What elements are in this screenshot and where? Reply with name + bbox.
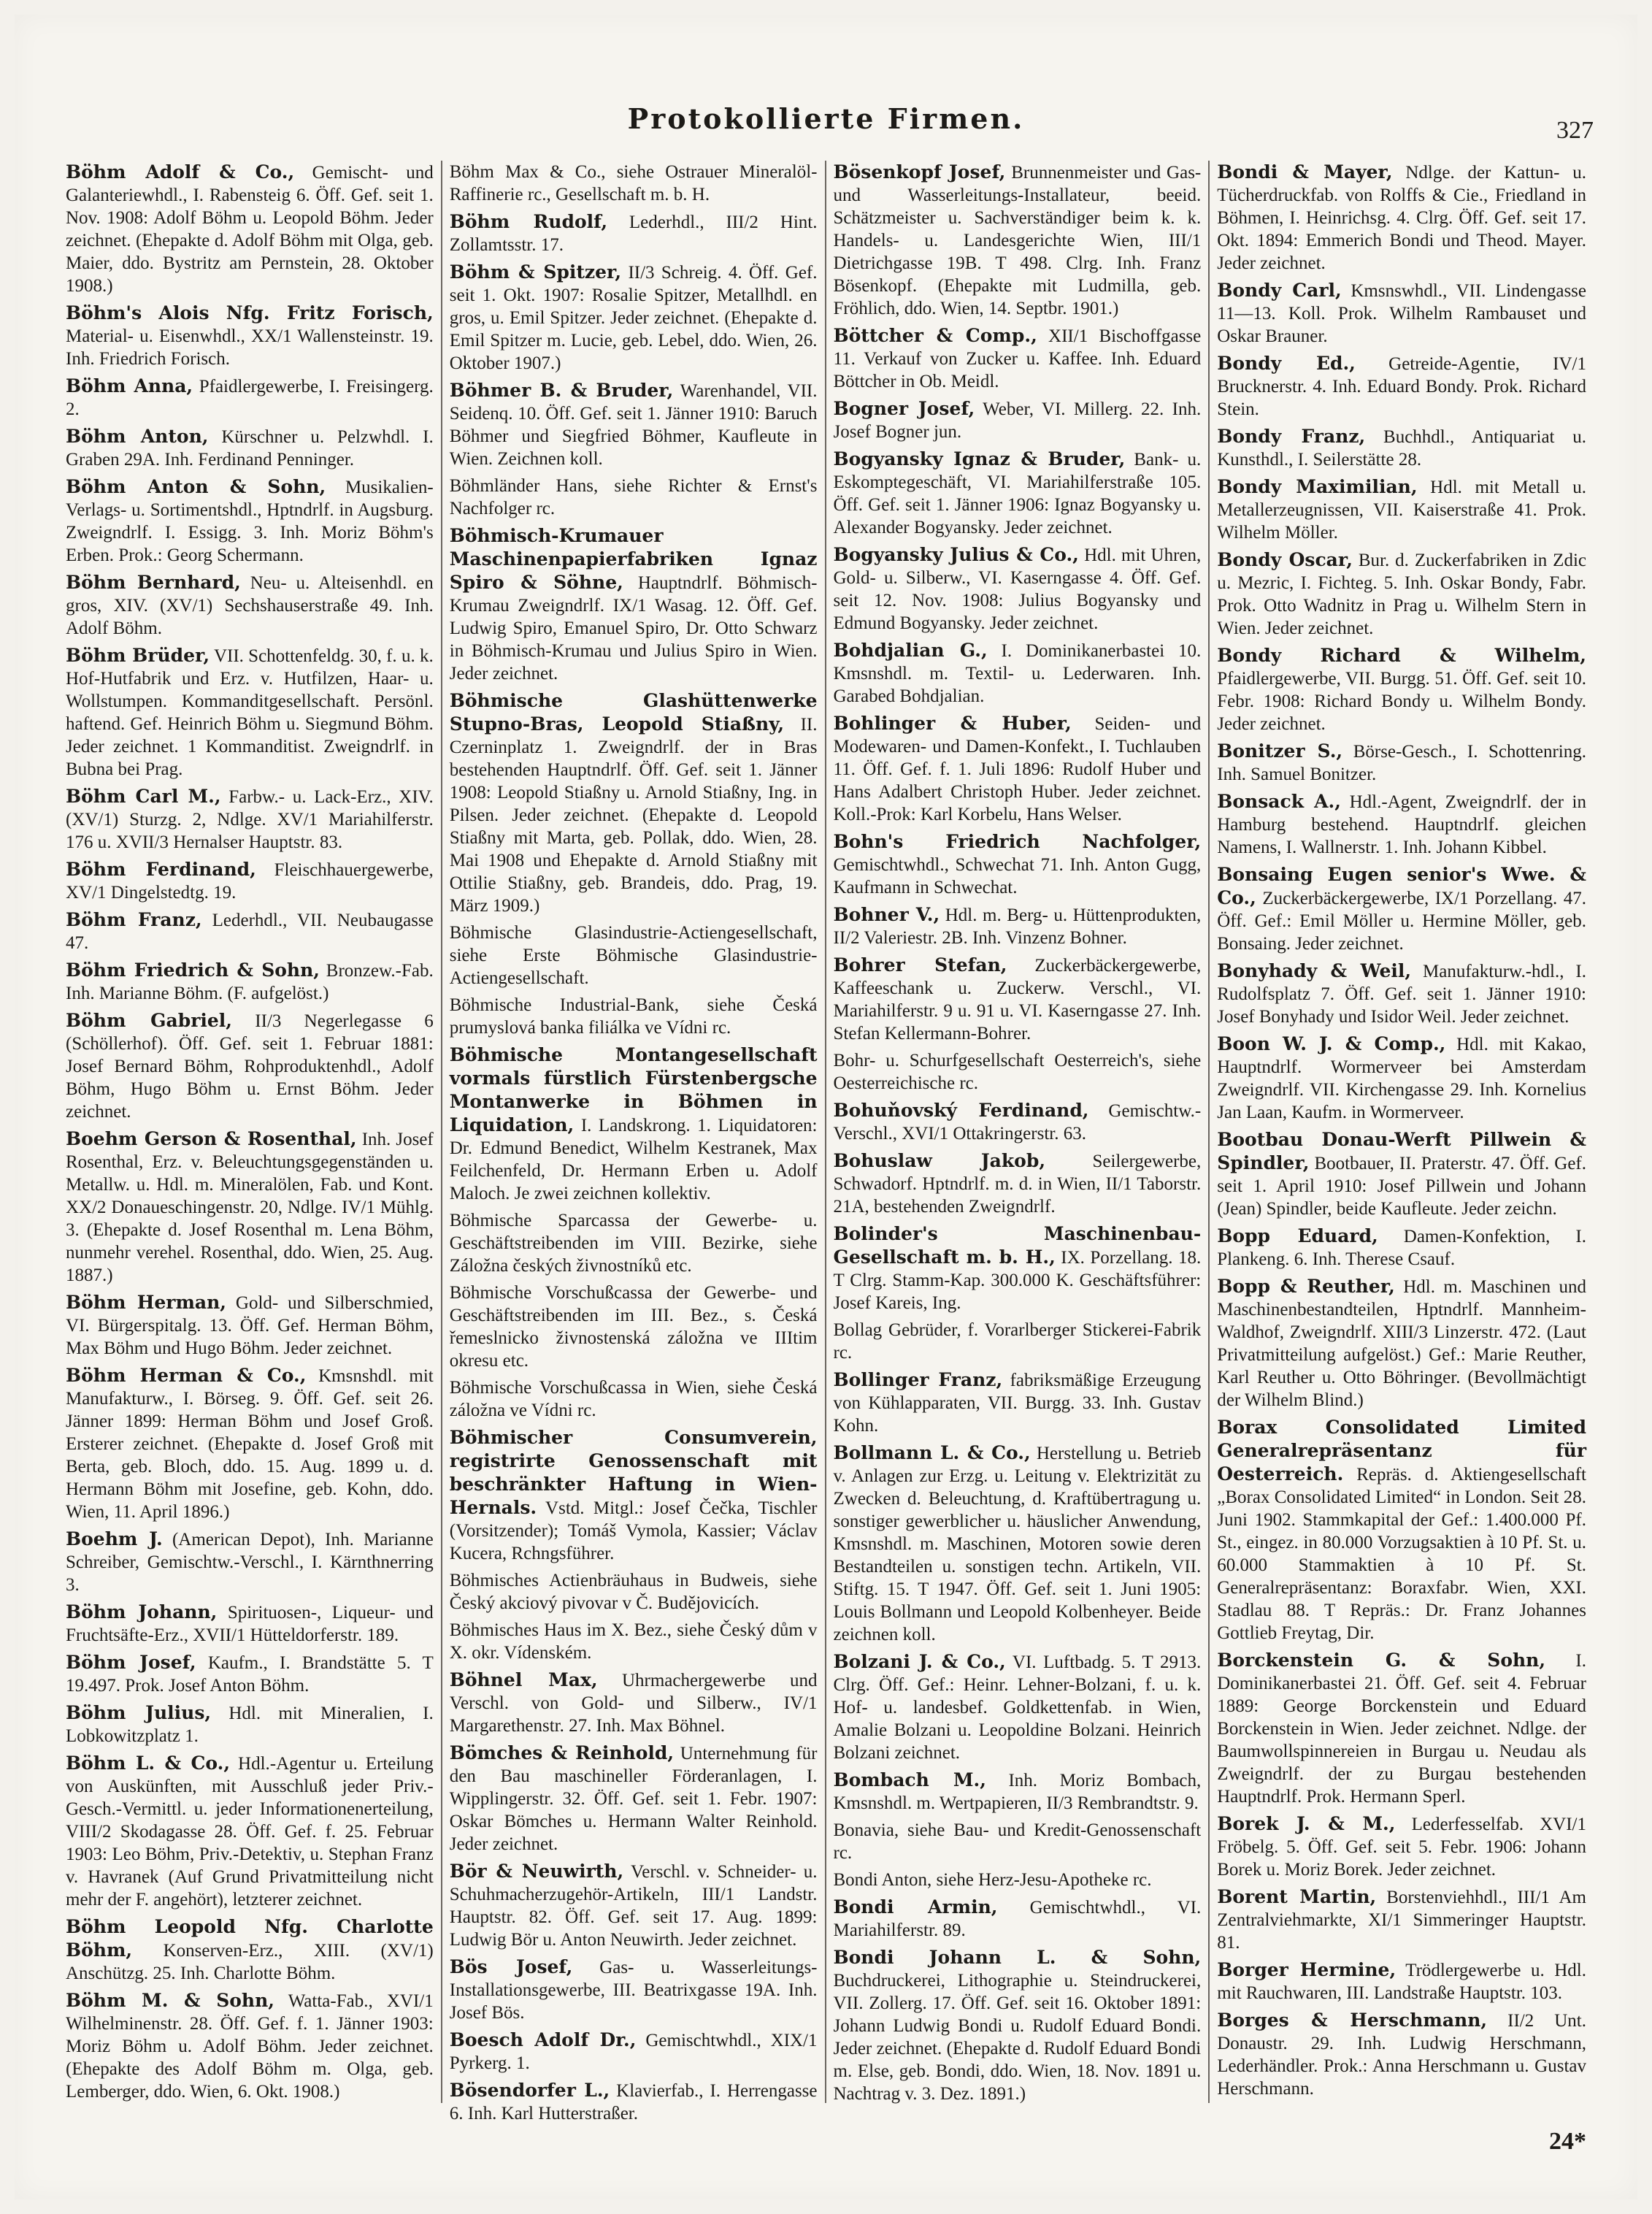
entry-text: Neu- u. Alteisenhdl. en gros, XIV. (XV/1) Sechshauserstraße 49. Inh. Adolf Böhm. bbox=[66, 573, 434, 638]
directory-entry bbox=[450, 2079, 818, 2125]
firm-name: Bohuňovský Ferdinand, bbox=[833, 1100, 1089, 1121]
entry-text: Trödlergewerbe u. Hdl. mit Rauchwaren, III. Landstraße Hauptstr. 103. bbox=[1217, 1961, 1586, 2003]
directory-entry bbox=[66, 1701, 434, 1747]
entry-text: Buchdruckerei, Lithographie u. Steindruckerei, VII. Zollerg. 17. Öff. Gef. seit 16. Oktober 1891: Johann Ludwig Bondi u. Rudolf Eduard Bondi. Jeder zeichnet. (Ehepakte d. Rudolf Eduard Bondi m. Else, geb. Bondi, ddo. Wien, 18. Nov. 1891 u. Nachtrag v. 3. Dez. 1891.) bbox=[833, 1971, 1202, 2104]
entry-text: II/3 Negerlegasse 6 (Schöllerhof). Öff. Gef. seit 1. Februar 1881: Josef Bernard Böhm, Rohproduktenhdl., Adolf Böhm, Hugo Böhm u. Ernst Böhm. Jeder zeichnet. bbox=[66, 1011, 434, 1122]
directory-entry bbox=[834, 1319, 1202, 1364]
directory-entry bbox=[450, 2029, 818, 2075]
entry-text: Böhmisches Haus im X. Bez., siehe Český dům v X. okr. Vídenském. bbox=[449, 1620, 818, 1663]
directory-entry bbox=[834, 1819, 1202, 1864]
directory-entry bbox=[834, 1222, 1202, 1314]
directory-entry bbox=[1217, 425, 1586, 471]
entry-text: II/3 Schreig. 4. Öff. Gef. seit 1. Okt. 1907: Rosalie Spitzer, Metallhdl. en gros, u. Emil Spitzer. Jeder zeichnet. (Ehepakte d. Emil Spitzer m. Lucie, geb. Lebel, ddo. Wien, 26. Oktober 1907.) bbox=[449, 263, 818, 373]
entry-text: Watta-Fab., XVI/1 Wilhelminenstr. 28. Öff. Gef. f. 1. Jänner 1903: Moriz Böhm u. Adolf Böhm. Jeder zeichnet. (Ehepakte des Adolf Böhm m. Olga, geb. Lemberger, ddo. Wien, 6. Okt. 1908.) bbox=[66, 1991, 434, 2102]
firm-name: Böhm Adolf & Co., bbox=[66, 161, 295, 183]
directory-entry bbox=[1217, 548, 1586, 640]
directory-entry bbox=[450, 689, 818, 917]
firm-name: Bombach M., bbox=[833, 1769, 986, 1790]
firm-name: Böhm's Alois Nfg. Fritz Forisch, bbox=[66, 302, 434, 323]
entry-text: Zuckerbäckergewerbe, Kaffeeschank u. Zuckerw. Verschl., VI. Mariahilferstr. 9 u. 91 u. VI. Kaserngasse 27. Inh. Stefan Kellermann-Bohrer. bbox=[833, 956, 1202, 1043]
firm-name: Böhm Friedrich & Sohn, bbox=[66, 959, 320, 981]
directory-entry bbox=[1217, 2009, 1586, 2100]
firm-name: Böhmische Glashüttenwerke Stupno-Bras, Leopold Stiaßny, bbox=[449, 690, 818, 735]
firm-name: Bolinder's Maschinenbau-Gesellschaft m. b. H., bbox=[833, 1223, 1202, 1268]
directory-entry bbox=[66, 1752, 434, 1911]
entry-text: Vstd. Mitgl.: Josef Čečka, Tischler (Vorsitzender); Tomáš Vymola, Kassier; Václav Kucera, Rchngsführer. bbox=[449, 1498, 818, 1563]
entry-text: Lederhdl., VII. Neubaugasse 47. bbox=[66, 911, 434, 953]
entry-text: I. Dominikanerbastei 21. Öff. Gef. seit 4. Februar 1889: George Borckenstein und Eduard Borckenstein in Wien. Jeder zeichnet. Ndlge. der Baumwollspinnereien in Burgau u. Neudau als Zweigndrlf. der zu Burgau bestehenden Hauptndrlf. Prok. Hermann Sperl. bbox=[1217, 1651, 1586, 1807]
directory-entry bbox=[1217, 1812, 1586, 1881]
firm-name: Boon W. J. & Comp., bbox=[1217, 1033, 1446, 1054]
entry-text: Bur. d. Zuckerfabriken in Zdic u. Mezric, I. Fichteg. 5. Inh. Oskar Bondy, Fabr. Prok. Otto Wadnitz in Prag u. Wilhelm Stern in Wien. Jeder zeichnet. bbox=[1217, 551, 1586, 638]
entry-text: Kmsnswhdl., VII. Lindengasse 11—13. Koll. Prok. Wilhelm Rambauset und Oskar Brauner. bbox=[1217, 281, 1586, 346]
entry-text: Lederhdl., III/2 Hint. Zollamtsstr. 17. bbox=[449, 212, 818, 255]
directory-entry bbox=[1217, 1033, 1586, 1124]
directory-entry bbox=[66, 302, 434, 370]
directory-page bbox=[15, 15, 1637, 2199]
entry-text: Repräs. d. Aktiengesellschaft „Borax Consolidated Limited“ in London. Seit 28. Juni 1902. Stammkapital der Gef.: 1.400.000 Pf. St., eingez. in 80.000 Vorzugsaktien à 10 Pf. St. u. 60.000 Stammaktien à 10 Pf. St. Generalrepräsentanz: Boraxfabr. Wien, XXI. Stadlau 88. T Repräs.: Dr. Franz Johannes Gottlieb Freytag, Dir. bbox=[1217, 1465, 1587, 1643]
entry-text: Warenhandel, VII. Seidenq. 10. Öff. Gef. seit 1. Jänner 1910: Baruch Böhmer und Siegfried Böhmer, Kaufleute in Wien. Zeichnen koll. bbox=[449, 381, 818, 469]
firm-name: Böhm Herman & Co., bbox=[66, 1365, 307, 1386]
firm-name: Bonitzer S., bbox=[1217, 740, 1343, 762]
directory-entry bbox=[834, 397, 1202, 443]
entry-text: Ndlge. der Kattun- u. Tücherdruckfab. von Rolffs & Cie., Friedland in Böhmen, I. Heinrichsg. 4. Clrg. Öff. Gef. seit 17. Okt. 1894: Emmerich Bondi und Theod. Mayer. Jeder zeichnet. bbox=[1217, 163, 1587, 273]
firm-name: Böhmischer Consumverein, registrirte Genossenschaft mit beschränkter Haftung in Wien-Hernals. bbox=[449, 1427, 818, 1518]
entry-text: Böhmländer Hans, siehe Richter & Ernst's Nachfolger rc. bbox=[449, 476, 818, 518]
directory-entry bbox=[450, 1860, 818, 1951]
firm-name: Boehm Gerson & Rosenthal, bbox=[66, 1128, 357, 1149]
firm-name: Boehm J. bbox=[66, 1528, 163, 1550]
entry-text: IX. Porzellang. 18. T Clrg. Stamm-Kap. 300.000 K. Geschäftsführer: Josef Kareis, Ing. bbox=[833, 1248, 1202, 1313]
directory-entry bbox=[1217, 352, 1586, 421]
directory-entry bbox=[834, 1149, 1202, 1218]
directory-entry bbox=[834, 903, 1202, 949]
entry-text: Gemischtwhdl., VI. Mariahilferstr. 89. bbox=[833, 1898, 1202, 1940]
firm-name: Böhm M. & Sohn, bbox=[66, 1990, 274, 2011]
entry-text: Brunnenmeister und Gas- und Wasserleitungs-Installateur, beeid. Schätzmeister u. Sachverständiger beim k. k. Handels- u. Landesgerichte Wien, III/1 Dietrichgasse 19B. T 498. Clrg. Inh. Franz Bösenkopf. (Ehepakte mit Ludmilla, geb. Fröhlich, ddo. Wien, 14. Septbr. 1901.) bbox=[833, 163, 1202, 318]
directory-entry bbox=[834, 712, 1202, 826]
directory-entry bbox=[1217, 644, 1586, 735]
entry-text: Gemischtwhdl., Schwechat 71. Inh. Anton Gugg, Kaufmann in Schwechat. bbox=[833, 855, 1202, 897]
firm-name: Bondy Carl, bbox=[1217, 280, 1342, 301]
entry-text: Unternehmung für den Bau maschineller Förderanlagen, I. Wipplingerstr. 32. Öff. Gef. seit 1. Febr. 1907: Oskar Bömches u. Hermann Walter Reinhold. Jeder zeichnet. bbox=[449, 1744, 818, 1854]
entry-text: Herstellung u. Betrieb v. Anlagen zur Erzg. u. Leitung v. Elektrizität zu Zwecken d. Beleuchtung, d. Kraftübertragung u. sonstiger gewerblicher u. häuslicher Anwendung, Kmsnshdl. m. Maschinen, Motoren sowie deren Bestandteilen u. sonstigen techn. Artikeln, VII. Stiftg. 15. T 1947. Öff. Gef. seit 1. Juni 1905: Louis Bollmann und Leopold Kolbenheyer. Beide zeichnen koll. bbox=[833, 1444, 1202, 1644]
column-2 bbox=[442, 161, 826, 2123]
directory-entry bbox=[1217, 1225, 1586, 1271]
firm-name: Böhm Gabriel, bbox=[66, 1010, 232, 1031]
firm-name: Bopp & Reuther, bbox=[1217, 1276, 1395, 1297]
entry-text: XII/1 Bischoffgasse 11. Verkauf von Zucker u. Kaffee. Inh. Eduard Böttcher in Ob. Meidl. bbox=[833, 326, 1202, 391]
entry-text: II. Czerninplatz 1. Zweigndrlf. der in Bras bestehenden Hauptndrlf. Öff. Gef. seit 1. Jänner 1908: Leopold Stiaßny u. Arnold Stiaßny, Ing. in Pilsen. Jeder zeichnet. (Ehepakte d. Leopold Stiaßny mit Marta, geb. Pollak, ddo. Wien, 28. Mai 1908 und Ehepakte d. Arnold Stiaßny mit Ottilie Stiaßny, geb. Brandeis, ddo. Prag, 19. März 1909.) bbox=[449, 715, 818, 916]
directory-entry bbox=[450, 261, 818, 375]
directory-entry bbox=[66, 571, 434, 640]
firm-name: Bösenkopf Josef, bbox=[833, 161, 1006, 183]
firm-name: Bondy Oscar, bbox=[1217, 549, 1353, 570]
entry-text: Böhm Max & Co., siehe Ostrauer Mineralöl-Raffinerie rc., Gesellschaft m. b. H. bbox=[449, 162, 818, 204]
directory-entry bbox=[1217, 1649, 1586, 1808]
entry-text: Seilergewerbe, Schwadorf. Hptndrlf. m. d. in Wien, II/1 Taborstr. 21A, bestehenden Zweigndrlf. bbox=[833, 1152, 1202, 1217]
entry-text: Bonavia, siehe Bau- und Kredit-Genossenschaft rc. bbox=[833, 1820, 1202, 1863]
directory-entry bbox=[66, 161, 434, 297]
entry-text: Uhrmachergewerbe und Verschl. von Gold- und Silberw., IV/1 Margarethenstr. 27. Inh. Max Böhnel. bbox=[449, 1671, 818, 1736]
firm-name: Bogyansky Julius & Co., bbox=[833, 544, 1079, 565]
firm-name: Bohner V., bbox=[833, 904, 940, 925]
directory-entry bbox=[66, 1009, 434, 1123]
directory-entry bbox=[1217, 1885, 1586, 1954]
entry-text: Buchhdl., Antiquariat u. Kunsthdl., I. Seilerstätte 28. bbox=[1217, 427, 1587, 470]
firm-name: Bohuslaw Jakob, bbox=[833, 1150, 1046, 1171]
directory-entry bbox=[66, 375, 434, 421]
directory-entry bbox=[66, 959, 434, 1005]
directory-entry bbox=[450, 1619, 818, 1664]
directory-entry bbox=[1217, 1958, 1586, 2004]
firm-name: Bömches & Reinhold, bbox=[449, 1742, 675, 1763]
firm-name: Borek J. & M., bbox=[1217, 1813, 1396, 1834]
entry-text: Börse-Gesch., I. Schottenring. Inh. Samuel Bonitzer. bbox=[1217, 742, 1586, 784]
firm-name: Bohrer Stefan, bbox=[833, 954, 1007, 976]
firm-name: Bogyansky Ignaz & Bruder, bbox=[833, 448, 1126, 470]
firm-name: Böhm Brüder, bbox=[66, 645, 210, 666]
entry-text: Böhmische Industrial-Bank, siehe Česká prumyslová banka filiálka ve Vídni rc. bbox=[449, 995, 818, 1038]
directory-entry bbox=[450, 1426, 818, 1565]
entry-text: Farbw.- u. Lack-Erz., XIV. (XV/1) Sturzg. 2, Ndlge. XV/1 Mariahilferstr. 176 u. XVII/3 Hernalser Hauptstr. 83. bbox=[66, 787, 434, 852]
entry-text: I. Landskrong. 1. Liquidatoren: Dr. Edmund Benedict, Wilhelm Kestranek, Max Feilchenfeld, Dr. Hermann Erben u. Adolf Maloch. Je zwei zeichnen kollektiv. bbox=[449, 1116, 818, 1203]
entry-text: Böhmische Vorschußcassa in Wien, siehe Česká záložna ve Vídni rc. bbox=[449, 1378, 818, 1420]
entry-text: Bronzew.-Fab. Inh. Marianne Böhm. (F. aufgelöst.) bbox=[66, 961, 434, 1003]
firm-name: Böhm Josef, bbox=[66, 1652, 196, 1673]
entry-text: fabriksmäßige Erzeugung von Kühlapparaten, VII. Burgg. 33. Inh. Gustav Kohn. bbox=[833, 1371, 1202, 1436]
firm-name: Borges & Herschmann, bbox=[1217, 2010, 1488, 2031]
directory-entry bbox=[834, 1441, 1202, 1646]
entry-text: Hdl. mit Kakao, Hauptndrlf. Wormerveer bei Amsterdam Zweigndrlf. VII. Kirchengasse 29. Inh. Kornelius Jan Laan, Kaufm. in Wormerveer. bbox=[1217, 1035, 1587, 1122]
directory-entry bbox=[450, 1376, 818, 1422]
firm-name: Bohdjalian G., bbox=[833, 640, 988, 661]
directory-entry bbox=[1217, 1128, 1586, 1220]
firm-name: Bopp Eduard, bbox=[1217, 1225, 1378, 1246]
entry-text: I. Dominikanerbastei 10. Kmsnshdl. m. Textil- u. Lederwaren. Inh. Garabed Bohdjalian. bbox=[833, 641, 1202, 706]
directory-entry bbox=[1217, 279, 1586, 348]
firm-name: Böhm Ferdinand, bbox=[66, 859, 256, 880]
entry-text: Gemischt- und Galanteriewhdl., I. Rabensteig 6. Öff. Gef. seit 1. Nov. 1908: Adolf Böhm u. Leopold Böhm. Jeder zeichnet. (Ehepakte d. Adolf Böhm mit Olga, geb. Maier, ddo. Bystritz am Pernstein, 28. Oktober 1908.) bbox=[66, 163, 434, 296]
directory-entry bbox=[834, 639, 1202, 708]
directory-entry bbox=[1217, 475, 1586, 544]
directory-entry bbox=[1217, 863, 1586, 955]
firm-name: Bonyhady & Weil, bbox=[1217, 960, 1412, 981]
entry-text: Bohr- u. Schurfgesellschaft Oesterreich's, siehe Oesterreichische rc. bbox=[833, 1051, 1202, 1093]
firm-name: Bör & Neuwirth, bbox=[449, 1861, 624, 1882]
directory-entry bbox=[1217, 959, 1586, 1028]
entry-text: Pfaidlergewerbe, I. Freisingerg. 2. bbox=[66, 377, 434, 419]
firm-name: Bollinger Franz, bbox=[833, 1369, 1003, 1390]
directory-entry bbox=[66, 1291, 434, 1360]
firm-name: Böhm Leopold Nfg. Charlotte Böhm, bbox=[66, 1916, 434, 1961]
entry-text: Hdl. mit Mineralien, I. Lobkowitzplatz 1. bbox=[66, 1704, 434, 1746]
entry-text: Bollag Gebrüder, f. Vorarlberger Stickerei-Fabrik rc. bbox=[833, 1320, 1202, 1363]
firm-name: Bondy Ed., bbox=[1217, 353, 1356, 374]
directory-entry bbox=[450, 922, 818, 989]
entry-text: Inh. Moriz Bombach, Kmsnshdl. m. Wertpapieren, II/3 Rembrandtstr. 9. bbox=[833, 1771, 1202, 1813]
firm-name: Böhm Bernhard, bbox=[66, 572, 241, 593]
entry-text: Inh. Josef Rosenthal, Erz. v. Beleuchtungsgegenständen u. Metallw. u. Hdl. m. Mineralölen, Fab. und Kont. XX/2 Donaueschingenstr. 20, Ndlge. IV/1 Mühlg. 3. (Ehepakte d. Josef Rosenthal m. Lena Böhm, nunmehr verehel. Rosenthal, ddo. Wien, 25. Aug. 1887.) bbox=[66, 1130, 434, 1285]
firm-name: Bonsaing Eugen senior's Wwe. & Co., bbox=[1217, 864, 1586, 908]
firm-name: Böhm & Spitzer, bbox=[449, 261, 622, 283]
directory-entry bbox=[66, 1601, 434, 1647]
entry-text: Hdl. mit Metall u. Metallerzeugnissen, VII. Kaiserstraße 41. Prok. Wilhelm Möller. bbox=[1217, 478, 1586, 543]
entry-text: Klavierfab., I. Herrengasse 6. Inh. Karl Hutterstraßer. bbox=[449, 2081, 818, 2123]
entry-text: Manufakturw.-hdl., I. Rudolfsplatz 7. Öff. Gef. seit 1. Jänner 1910: Josef Bonyhady und Isidor Weil. Jeder zeichnet. bbox=[1217, 962, 1586, 1027]
entry-text: Konserven-Erz., XIII. (XV/1) Anschützg. 25. Inh. Charlotte Böhm. bbox=[66, 1941, 434, 1983]
entry-text: Lederfesselfab. XVI/1 Fröbelg. 5. Öff. Gef. seit 5. Febr. 1906: Johann Borek u. Moriz Borek. Jeder zeichnet. bbox=[1217, 1815, 1587, 1880]
firm-name: Bolzani J. & Co., bbox=[833, 1651, 1006, 1672]
directory-entry bbox=[834, 543, 1202, 635]
firm-name: Borent Martin, bbox=[1217, 1886, 1377, 1907]
entry-text: (American Depot), Inh. Marianne Schreiber, Gemischtw.-Verschl., I. Kärnthnerring 3. bbox=[66, 1530, 434, 1595]
firm-name: Borger Hermine, bbox=[1217, 1959, 1396, 1980]
directory-entry bbox=[66, 785, 434, 854]
directory-entry bbox=[1217, 1275, 1586, 1411]
entry-columns bbox=[58, 161, 1594, 2123]
entry-text: VII. Schottenfeldg. 30, f. u. k. Hof-Hutfabrik und Erz. v. Hutfilzen, Haar- u. Wollstumpen. Kommanditgesellschaft. Persönl. haftend. Gef. Heinrich Böhm u. Siegmund Böhm. Jeder zeichnet. 1 Kommanditist. Zweigndrlf. in Bubna bei Prag. bbox=[66, 646, 434, 779]
printer-signature: 24* bbox=[1549, 2128, 1586, 2155]
entry-text: Weber, VI. Millerg. 22. Inh. Josef Bogner jun. bbox=[833, 399, 1202, 442]
firm-name: Bonsack A., bbox=[1217, 791, 1341, 812]
firm-name: Böhm Anton, bbox=[66, 426, 209, 447]
firm-name: Böhnel Max, bbox=[449, 1669, 598, 1690]
firm-name: Böhm L. & Co., bbox=[66, 1753, 231, 1774]
directory-entry bbox=[66, 908, 434, 954]
directory-entry bbox=[834, 1650, 1202, 1764]
directory-entry bbox=[66, 1915, 434, 1985]
entry-text: Gas- u. Wasserleitungs-Installationsgewerbe, III. Beatrixgasse 19A. Inh. Josef Bös. bbox=[449, 1958, 818, 2023]
firm-name: Böhmische Montangesellschaft vormals fürstlich Fürstenbergsche Montanwerke in Böhmen in Liquidation, bbox=[449, 1044, 818, 1135]
firm-name: Böttcher & Comp., bbox=[833, 325, 1037, 346]
firm-name: Bohlinger & Huber, bbox=[833, 713, 1072, 734]
directory-entry bbox=[834, 1368, 1202, 1437]
firm-name: Böhm Franz, bbox=[66, 909, 202, 930]
entry-text: Hdl. mit Uhren, Gold- u. Silberw., VI. Kaserngasse 4. Öff. Gef. seit 12. Nov. 1908: Julius Bogyansky und Edmund Bogyansky. Jeder zeichnet. bbox=[833, 545, 1202, 633]
directory-entry bbox=[834, 1049, 1202, 1095]
entry-text: Borstenviehhdl., III/1 Am Zentralviehmarkte, XI/1 Simmeringer Hauptstr. 81. bbox=[1217, 1888, 1587, 1953]
directory-entry bbox=[1217, 740, 1586, 786]
directory-entry bbox=[450, 1569, 818, 1614]
page-header bbox=[58, 102, 1594, 161]
directory-entry bbox=[450, 1209, 818, 1277]
entry-text: Hauptndrlf. Böhmisch-Krumau Zweigndrlf. IX/1 Wasag. 12. Öff. Gef. Ludwig Spiro, Emanuel Spiro, Dr. Otto Schwarz in Böhmisch-Krumau und Julius Spiro in Wien. Jeder zeichnet. bbox=[449, 573, 818, 683]
entry-text: Material- u. Eisenwhdl., XX/1 Wallensteinstr. 19. Inh. Friedrich Forisch. bbox=[66, 326, 434, 369]
directory-entry bbox=[66, 644, 434, 781]
firm-name: Böhm Johann, bbox=[66, 1601, 218, 1623]
entry-text: Pfaidlergewerbe, VII. Burgg. 51. Öff. Gef. seit 10. Febr. 1908: Richard Bondy u. Wilhelm Bondy. Jeder zeichnet. bbox=[1217, 669, 1586, 734]
entry-text: II/2 Unt. Donaustr. 29. Inh. Ludwig Herschmann, Lederhändler. Prok.: Anna Herschmann u. Gustav Herschmann. bbox=[1217, 2011, 1586, 2099]
entry-text: Hdl.-Agent, Zweigndrlf. der in Hamburg bestehend. Hauptndrlf. gleichen Namens, I. Wallnerstr. 1. Inh. Johann Kibbel. bbox=[1217, 792, 1586, 857]
directory-entry bbox=[450, 1282, 818, 1372]
firm-name: Bös Josef, bbox=[449, 1956, 573, 1977]
directory-entry bbox=[834, 1769, 1202, 1815]
firm-name: Bootbau Donau-Werft Pillwein & Spindler, bbox=[1217, 1129, 1586, 1173]
page-title: Protokollierte Firmen. bbox=[627, 102, 1025, 135]
entry-text: Bank- u. Eskomptegeschäft, VI. Mariahilferstraße 105. Öff. Gef. seit 1. Jänner 1906: Ignaz Bogyansky u. Alexander Bogyansky. Jeder zeichnet. bbox=[833, 450, 1202, 537]
entry-text: Böhmische Glasindustrie-Actiengesellschaft, siehe Erste Böhmische Glasindustrie-Actiengesellschaft. bbox=[449, 923, 818, 988]
firm-name: Bogner Josef, bbox=[833, 398, 975, 419]
directory-entry bbox=[834, 830, 1202, 899]
directory-entry bbox=[66, 1364, 434, 1523]
firm-name: Böhmer B. & Bruder, bbox=[449, 380, 674, 401]
entry-text: Böhmisches Actienbräuhaus in Budweis, siehe Český akciový pivovar v Č. Budějovicích. bbox=[449, 1571, 818, 1613]
firm-name: Bondy Maximilian, bbox=[1217, 476, 1418, 497]
directory-entry bbox=[834, 1946, 1202, 2105]
firm-name: Bondy Franz, bbox=[1217, 426, 1366, 447]
page-number: 327 bbox=[1556, 117, 1594, 144]
entry-text: Bootbauer, II. Praterstr. 47. Öff. Gef. seit 1. April 1910: Josef Pillwein und Johann (Jean) Spindler, beide Kaufleute. Jeder zeichn. bbox=[1217, 1154, 1586, 1219]
firm-name: Böhm Herman, bbox=[66, 1292, 226, 1313]
directory-entry bbox=[834, 1869, 1202, 1891]
directory-entry bbox=[834, 448, 1202, 539]
entry-text: Damen-Konfektion, I. Plankeng. 6. Inh. Therese Csauf. bbox=[1217, 1227, 1586, 1269]
directory-entry bbox=[450, 475, 818, 520]
directory-entry bbox=[1217, 1416, 1586, 1644]
directory-entry bbox=[66, 475, 434, 567]
entry-text: Kaufm., I. Brandstätte 5. T 19.497. Prok. Josef Anton Böhm. bbox=[66, 1653, 434, 1696]
entry-text: Verschl. v. Schneider- u. Schuhmacherzugehör-Artikeln, III/1 Landstr. Hauptstr. 82. Öff. Gef. seit 17. Aug. 1899: Ludwig Bör u. Anton Neuwirth. Jeder zeichnet. bbox=[449, 1862, 818, 1950]
firm-name: Bondy Richard & Wilhelm, bbox=[1217, 645, 1586, 666]
directory-entry bbox=[450, 379, 818, 470]
firm-name: Boesch Adolf Dr., bbox=[449, 2029, 637, 2050]
entry-text: Gemischtwhdl., XIX/1 Pyrkerg. 1. bbox=[449, 2031, 818, 2073]
directory-entry bbox=[450, 161, 818, 206]
directory-entry bbox=[1217, 790, 1586, 859]
entry-text: Bondi Anton, siehe Herz-Jesu-Apotheke rc. bbox=[833, 1870, 1152, 1890]
directory-entry bbox=[66, 858, 434, 904]
firm-name: Böhm Anna, bbox=[66, 375, 193, 397]
firm-name: Bondi Johann L. & Sohn, bbox=[833, 1947, 1202, 1968]
directory-entry bbox=[66, 1127, 434, 1287]
directory-entry bbox=[450, 210, 818, 256]
directory-entry bbox=[834, 1896, 1202, 1942]
directory-entry bbox=[1217, 161, 1586, 275]
directory-entry bbox=[450, 524, 818, 685]
directory-entry bbox=[834, 161, 1202, 320]
firm-name: Bollmann L. & Co., bbox=[833, 1442, 1031, 1463]
entry-text: Musikalien-Verlags- u. Sortimentshdl., Hptndrlf. in Augsburg. Zweigndrlf. I. Essigg. 3. Inh. Moriz Böhm's Erben. Prok.: Georg Schermann. bbox=[66, 478, 434, 565]
entry-text: Kmsnshdl. mit Manufakturw., I. Börseg. 9. Öff. Gef. seit 26. Jänner 1899: Herman Böhm und Josef Groß. Ersterer zeichnet. (Ehepakte d. Josef Groß mit Berta, geb. Bloch, ddo. 15. Aug. 1899 u. d. Hermann Böhm mit Josefine, geb. Kohn, ddo. Wien, 11. April 1896.) bbox=[66, 1366, 434, 1522]
directory-entry bbox=[66, 425, 434, 471]
entry-text: Getreide-Agentie, IV/1 Brucknerstr. 4. Inh. Eduard Bondy. Prok. Richard Stein. bbox=[1217, 354, 1586, 419]
directory-entry bbox=[450, 1043, 818, 1205]
column-4 bbox=[1210, 161, 1594, 2103]
directory-entry bbox=[834, 1099, 1202, 1145]
entry-text: Böhmische Vorschußcassa der Gewerbe- und Geschäftstreibenden im III. Bez., s. Česká řemeslnicko živnostenská záložna ve IIItim okresu etc. bbox=[449, 1283, 818, 1371]
entry-text: Gold- und Silberschmied, VI. Bürgerspitalg. 13. Öff. Gef. Herman Böhm, Max Böhm und Hugo Böhm. Jeder zeichnet. bbox=[66, 1293, 434, 1358]
firm-name: Bösendorfer L., bbox=[449, 2080, 610, 2101]
directory-entry bbox=[450, 1742, 818, 1855]
entry-text: Hdl. m. Berg- u. Hüttenprodukten, II/2 Valeriestr. 2B. Inh. Vinzenz Bohner. bbox=[833, 905, 1202, 948]
firm-name: Borax Consolidated Limited Generalrepräsentanz für Oesterreich. bbox=[1217, 1417, 1586, 1485]
firm-name: Bohn's Friedrich Nachfolger, bbox=[833, 831, 1202, 852]
entry-text: Gemischtw.-Verschl., XVI/1 Ottakringerstr. 63. bbox=[833, 1101, 1202, 1144]
directory-entry bbox=[834, 954, 1202, 1045]
directory-entry bbox=[450, 994, 818, 1039]
directory-entry bbox=[66, 1989, 434, 2103]
directory-entry bbox=[834, 324, 1202, 393]
column-3 bbox=[826, 161, 1210, 2103]
firm-name: Böhm Carl M., bbox=[66, 786, 221, 807]
entry-text: Hdl.-Agentur u. Erteilung von Auskünften, mit Ausschluß jeder Priv.-Gesch.-Vermittl. u. jeder Informationenerteilung, VIII/2 Skodagasse 28. Öff. Gef. f. 25. Februar 1903: Leo Böhm, Priv.-Detektiv, u. Stephan Franz v. Havranek (Auf Grund Privatmitteilung nicht mehr der F. angehört), letzterer zeichnet. bbox=[66, 1754, 434, 1910]
firm-name: Böhmisch-Krumauer Maschinenpapierfabriken Ignaz Spiro & Söhne, bbox=[449, 525, 818, 593]
entry-text: Böhmische Sparcassa der Gewerbe- u. Geschäftstreibenden im VIII. Bezirke, siehe Záložna českých živnostníků etc. bbox=[449, 1211, 818, 1276]
entry-text: Hdl. m. Maschinen und Maschinenbestandteilen, Hptndrlf. Mannheim-Waldhof, Zweigndrlf. XIII/3 Linzerstr. 472. (Laut Privatmitteilung aufgelöst.) Gef.: Marie Reuther, Karl Reuther u. Otto Böhringer. (Bevollmächtigt der Wilhelm Blind.) bbox=[1217, 1277, 1586, 1410]
directory-entry bbox=[66, 1528, 434, 1596]
entry-text: Seiden- und Modewaren- und Damen-Konfekt., I. Tuchlauben 11. Öff. Gef. f. 1. Juli 1896: Rudolf Huber und Hans Adalbert Christoph Huber. Jeder zeichnet. Koll.-Prok: Karl Korbelu, Hans Welser. bbox=[833, 714, 1202, 824]
firm-name: Bondi & Mayer, bbox=[1217, 161, 1393, 183]
entry-text: VI. Luftbadg. 5. T 2913. Clrg. Öff. Gef.: Heinr. Lehner-Bolzani, f. u. k. Hof- u. landesbef. Goldkettenfab. in Wien, Amalie Bolzani u. Leopoldine Bolzani. Heinrich Bolzani zeichnet. bbox=[833, 1652, 1202, 1763]
firm-name: Böhm Rudolf, bbox=[449, 211, 608, 232]
directory-entry bbox=[66, 1651, 434, 1697]
entry-text: Kürschner u. Pelzwhdl. I. Graben 29A. Inh. Ferdinand Penninger. bbox=[66, 427, 434, 470]
column-1 bbox=[58, 161, 442, 2103]
firm-name: Böhm Julius, bbox=[66, 1702, 212, 1723]
entry-text: Fleischhauergewerbe, XV/1 Dingelstedtg. 19. bbox=[66, 860, 434, 903]
firm-name: Borckenstein G. & Sohn, bbox=[1217, 1650, 1546, 1671]
directory-entry bbox=[450, 1956, 818, 2024]
firm-name: Bondi Armin, bbox=[833, 1896, 998, 1918]
firm-name: Böhm Anton & Sohn, bbox=[66, 476, 326, 497]
directory-entry bbox=[450, 1669, 818, 1737]
entry-text: Zuckerbäckergewerbe, IX/1 Porzellang. 47. Öff. Gef.: Emil Möller u. Hermine Möller, geb. Bonsaing. Jeder zeichnet. bbox=[1217, 889, 1587, 954]
entry-text: Spirituosen-, Liqueur- und Fruchtsäfte-Erz., XVII/1 Hütteldorferstr. 189. bbox=[66, 1603, 434, 1645]
